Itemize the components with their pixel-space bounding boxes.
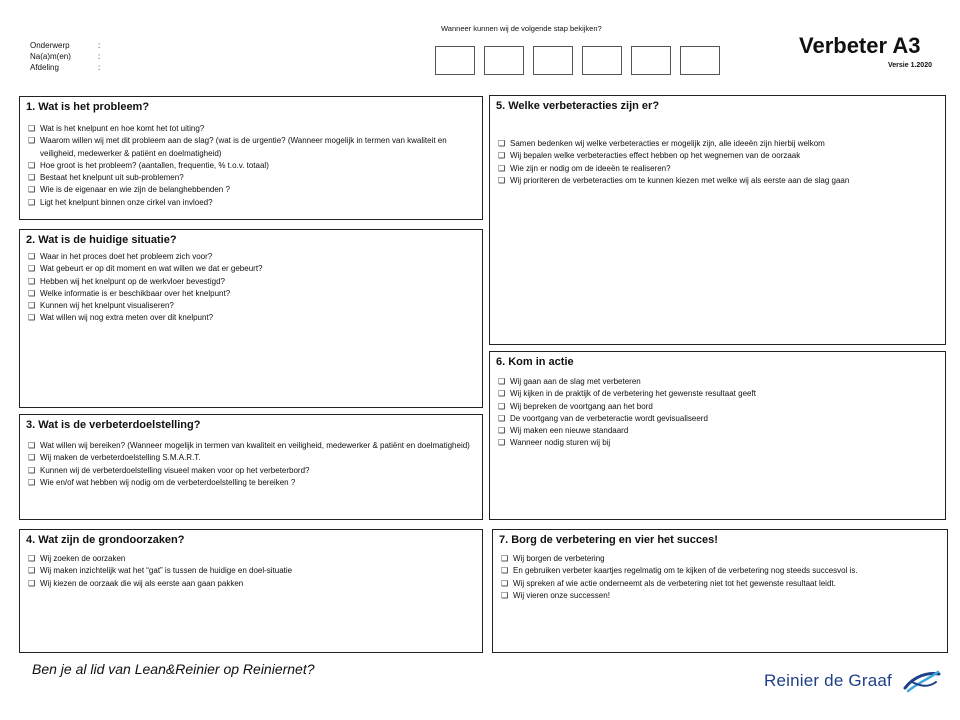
checklist-item [498, 401, 935, 413]
checkbox-icon[interactable]: ❑ [28, 252, 36, 261]
checklist-text: Kunnen wij het knelpunt visualiseren? [40, 301, 174, 311]
checklist-item [28, 300, 472, 312]
checklist-text: Bestaat het knelpunt uit sub-problemen? [40, 173, 184, 183]
checklist-text: Wij kijken in de praktijk of de verbetering het gewenste resultaat geeft [510, 389, 756, 399]
checkbox-icon[interactable]: ❑ [28, 276, 36, 286]
page-title: Verbeter A3 [799, 33, 921, 58]
checkbox-icon[interactable]: ❑ [28, 477, 36, 487]
checklist-item [498, 437, 935, 449]
checklist-item [501, 565, 937, 577]
checkbox-icon[interactable]: ❑ [28, 578, 36, 588]
footer-question: Ben je al lid van Lean&Reinier op Reiniernet? [32, 661, 315, 677]
checklist-text: Wat willen wij nog extra meten over dit knelpunt? [40, 313, 214, 323]
checklist-text: Ligt het knelpunt binnen onze cirkel van invloed? [40, 197, 213, 207]
next-step-question: Wanneer kunnen wij de volgende stap bekijken? [441, 24, 602, 33]
checkbox-icon[interactable]: ❑ [28, 313, 36, 323]
checkbox-icon[interactable]: ❑ [28, 264, 36, 274]
checklist-text: Wij maken inzichtelijk wat het “gat” is tussen de huidige en doel-situatie [40, 566, 293, 576]
checkbox-icon[interactable]: ❑ [498, 426, 506, 436]
checklist [28, 251, 472, 325]
checklist-text: Wie zijn er nodig om de ideeën te realiseren? [510, 163, 671, 173]
panel-title: 7. Borg de verbetering en vier het succes! [499, 534, 718, 546]
panel-secure-celebrate [492, 529, 948, 653]
checkbox-icon[interactable]: ❑ [498, 175, 506, 185]
checklist-text: Wat willen wij bereiken? (Wanneer mogelijk in termen van kwaliteit en veiligheid, medewerker & patiënt en doelmatigheid) [40, 441, 470, 450]
checkbox-icon[interactable]: ❑ [28, 160, 36, 170]
checklist-text: Wij zoeken de oorzaken [40, 554, 126, 563]
checklist-text: En gebruiken verbeter kaartjes regelmatig om te kijken of de verbetering nog steeds succesvol is. [513, 566, 858, 576]
date-box[interactable] [631, 46, 671, 75]
meta-row-department [30, 62, 100, 73]
checklist-item [498, 138, 935, 150]
checklist-text: Wij spreken af wie actie onderneemt als de verbetering niet tot het gewenste resultaat leidt. [513, 578, 836, 588]
checklist-item [28, 288, 472, 300]
checklist-text: Wie en/of wat hebben wij nodig om de verbeterdoelstelling te bereiken ? [40, 477, 296, 487]
panel-title: 2. Wat is de huidige situatie? [26, 234, 177, 246]
checkbox-icon[interactable]: ❑ [28, 136, 36, 146]
checkbox-icon[interactable]: ❑ [498, 401, 506, 411]
checkbox-icon[interactable]: ❑ [28, 288, 36, 298]
panel-root-causes [19, 529, 483, 653]
checklist-item [28, 172, 472, 184]
checklist-item [28, 477, 472, 489]
checklist-item [498, 425, 935, 437]
meta-sep: : [98, 52, 101, 61]
checkbox-icon[interactable]: ❑ [28, 441, 36, 450]
checkbox-icon[interactable]: ❑ [498, 438, 506, 448]
checkbox-icon[interactable]: ❑ [498, 377, 506, 386]
checkbox-icon[interactable]: ❑ [498, 163, 506, 173]
meta-row-subject [30, 40, 100, 51]
checkbox-icon[interactable]: ❑ [28, 185, 36, 195]
checklist-item [501, 590, 937, 602]
checkbox-icon[interactable]: ❑ [28, 566, 36, 576]
checklist-text: Wij bepreken de voortgang aan het bord [510, 401, 653, 411]
panel-improvement-actions [489, 95, 946, 345]
checklist-text: Wat gebeurt er op dit moment en wat willen we dat er gebeurt? [40, 264, 263, 274]
checklist-text: Wij bepalen welke verbeteracties effect hebben op het wegnemen van de oorzaak [510, 151, 801, 161]
checklist-item [501, 553, 937, 565]
checklist [498, 138, 935, 187]
checklist-item [28, 197, 472, 209]
panel-title: 1. Wat is het probleem? [26, 101, 150, 113]
checklist-text: Wij gaan aan de slag met verbeteren [510, 377, 641, 386]
brand-name: Reinier de Graaf [764, 671, 892, 690]
checklist-item [498, 175, 935, 187]
checklist [28, 440, 472, 489]
document-meta [30, 40, 100, 73]
checkbox-icon[interactable]: ❑ [28, 465, 36, 475]
checklist-text: Wij kiezen de oorzaak die wij als eerste aan gaan pakken [40, 578, 244, 588]
version-label: Versie 1.2020 [888, 62, 932, 69]
checkbox-icon[interactable]: ❑ [501, 566, 509, 576]
meta-label: Afdeling [30, 63, 59, 72]
date-box[interactable] [680, 46, 720, 75]
checklist-item [28, 160, 472, 172]
checklist-text: Wij maken een nieuwe standaard [510, 426, 629, 436]
panel-title: 6. Kom in actie [496, 356, 574, 368]
checklist-item [28, 276, 472, 288]
checklist-text: Waar in het proces doet het probleem zich voor? [40, 252, 213, 261]
panel-title: 5. Welke verbeteracties zijn er? [496, 100, 660, 112]
checklist-item [28, 312, 472, 324]
checklist-item [498, 376, 935, 388]
checkbox-icon[interactable]: ❑ [501, 554, 509, 563]
date-box[interactable] [582, 46, 622, 75]
checklist-item [28, 578, 472, 590]
meta-sep: : [98, 41, 101, 50]
checkbox-icon[interactable]: ❑ [498, 389, 506, 399]
checklist-text: Welke informatie is er beschikbaar over het knelpunt? [40, 288, 231, 298]
checklist-item [501, 578, 937, 590]
panel-take-action [489, 351, 946, 520]
checkbox-icon[interactable]: ❑ [501, 578, 509, 588]
meta-label: Onderwerp [30, 41, 70, 50]
checkbox-icon[interactable]: ❑ [498, 413, 506, 423]
checklist-item [28, 465, 472, 477]
checkbox-icon[interactable]: ❑ [498, 151, 506, 161]
checklist-text: Kunnen wij de verbeterdoelstelling visueel maken voor op het verbeterbord? [40, 465, 310, 475]
checklist-text: Hoe groot is het probleem? (aantallen, frequentie, % t.o.v. totaal) [40, 160, 269, 170]
checklist-item [28, 565, 472, 577]
checklist-item [28, 251, 472, 263]
checklist [28, 123, 472, 209]
checklist-item [498, 150, 935, 162]
checklist-text: Wanneer nodig sturen wij bij [510, 438, 611, 448]
checkbox-icon[interactable]: ❑ [28, 301, 36, 311]
date-box[interactable] [533, 46, 573, 75]
meta-sep: : [98, 63, 101, 72]
checkbox-icon[interactable]: ❑ [28, 173, 36, 183]
checklist-text: Wij maken de verbeterdoelstelling S.M.A.R.T. [40, 453, 201, 463]
checklist-item [28, 135, 472, 160]
checklist-text: Wij vieren onze successen! [513, 590, 610, 600]
checkbox-icon[interactable]: ❑ [498, 139, 506, 148]
panel-current-situation [19, 229, 483, 408]
checklist-item [28, 263, 472, 275]
date-box[interactable] [435, 46, 475, 75]
checklist [28, 553, 472, 590]
checkbox-icon[interactable]: ❑ [28, 453, 36, 463]
checklist-text: Wie is de eigenaar en wie zijn de belanghebbenden ? [40, 185, 230, 195]
checklist-text: Hebben wij het knelpunt op de werkvloer bevestigd? [40, 276, 226, 286]
date-box[interactable] [484, 46, 524, 75]
checklist-text: Wat is het knelpunt en hoe komt het tot uiting? [40, 124, 205, 133]
panel-problem [19, 96, 483, 220]
checklist-item [28, 440, 472, 452]
checkbox-icon[interactable]: ❑ [28, 197, 36, 207]
panel-improvement-goal [19, 414, 483, 520]
checklist-item [498, 163, 935, 175]
panel-title: 3. Wat is de verbeterdoelstelling? [26, 419, 201, 431]
checklist [501, 553, 937, 602]
checklist-text: De voortgang van de verbeteractie wordt gevisualiseerd [510, 413, 708, 423]
panel-title: 4. Wat zijn de grondoorzaken? [26, 534, 185, 546]
checklist-item [498, 413, 935, 425]
checkbox-icon[interactable]: ❑ [501, 590, 509, 600]
checklist-text: Samen bedenken wij welke verbeteracties er mogelijk zijn, alle ideeën zijn hierbij welkom [510, 139, 825, 148]
checklist-item [28, 452, 472, 464]
checklist-item [498, 388, 935, 400]
meta-row-names [30, 51, 100, 62]
swoosh-logo-icon [902, 668, 942, 694]
next-step-boxes [435, 46, 720, 75]
checkbox-icon[interactable]: ❑ [28, 124, 36, 133]
checklist-text: Waarom willen wij met dit probleem aan de slag? (wat is de urgentie? (Wanneer mogelijk in termen van kwaliteit en veiligheid, medewerker & patiënt en doelmatigheid) [40, 136, 447, 158]
checklist-item [28, 553, 472, 565]
checklist-text: Wij borgen de verbetering [513, 554, 605, 563]
checkbox-icon[interactable]: ❑ [28, 554, 36, 563]
checklist-item [28, 184, 472, 196]
meta-label: Na(a)m(en) [30, 52, 71, 61]
checklist [498, 376, 935, 450]
brand-logo [764, 668, 942, 694]
checklist-item [28, 123, 472, 135]
checklist-text: Wij prioriteren de verbeteracties om te kunnen kiezen met welke wij als eerste aan de slag gaan [510, 175, 850, 185]
